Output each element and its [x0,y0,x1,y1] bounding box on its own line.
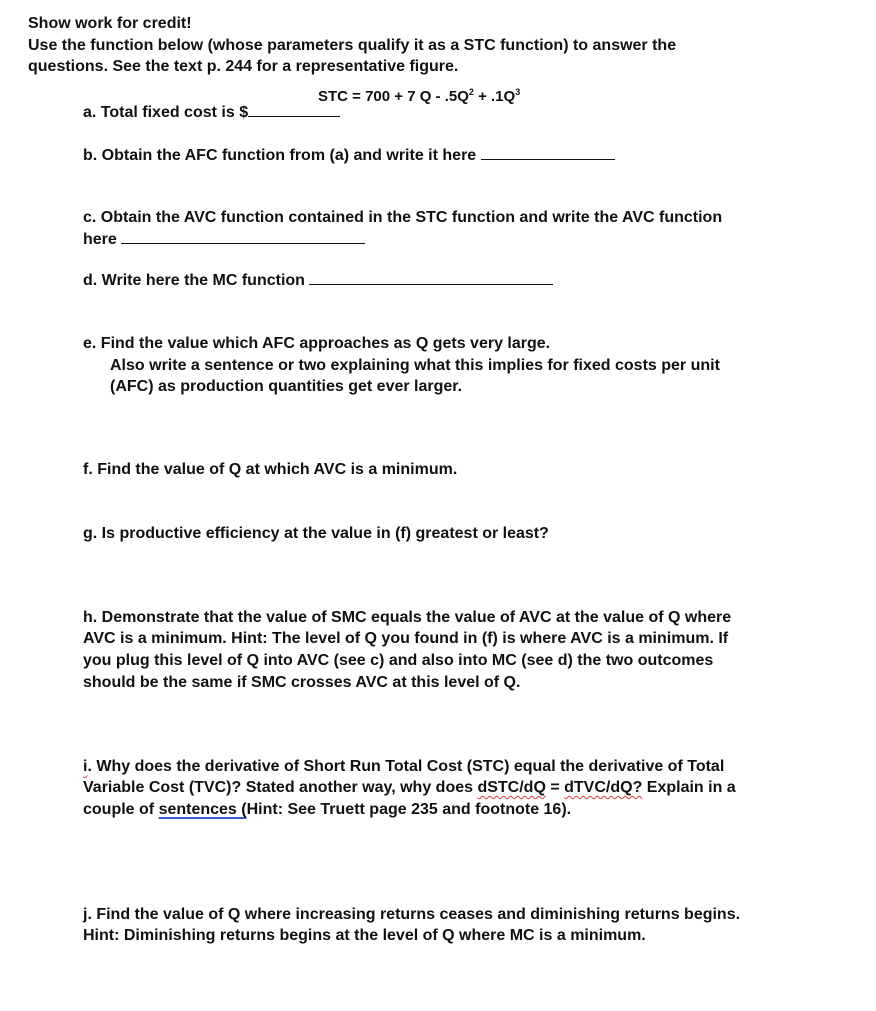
question-i-letter: i [83,758,88,775]
intro-line-1: Show work for credit! [28,15,192,32]
question-i-line-2-a: Variable Cost (TVC)? Stated another way, why does [83,779,478,796]
question-i-line-3 [83,800,571,820]
question-h-line-1: h. Demonstrate that the value of SMC equals the value of AVC at the value of Q where [83,609,732,626]
question-e-line-3: (AFC) as production quantities get ever larger. [110,378,463,395]
question-a-text: a. Total fixed cost is $ [83,104,249,121]
question-d-text: d. Write here the MC function [83,272,310,289]
question-d [83,270,553,291]
question-i-line-1-text: . Why does the derivative of Short Run Total Cost (STC) equal the derivative of Total [87,758,725,775]
question-b [83,145,615,166]
formula-exponent-3: 3 [515,87,521,97]
formula-eq: = 700 + 7 Q - .5Q [348,88,469,105]
answer-blank-b[interactable] [481,145,615,160]
answer-blank-a[interactable] [248,102,340,117]
question-h-line-2: AVC is a minimum. Hint: The level of Q you found in (f) is where AVC is a minimum. If [83,630,729,647]
question-f: f. Find the value of Q at which AVC is a minimum. [83,461,458,478]
dtvc-dq-term: dTVC/dQ? [564,779,643,796]
question-i-line-3-c: Hint: See Truett page 235 and footnote 16). [246,801,572,818]
formula-mid: + .1Q [473,88,516,105]
question-j-line-1: j. Find the value of Q where increasing returns ceases and diminishing returns begins. [83,906,741,923]
question-e-line-1: e. Find the value which AFC approaches as Q gets very large. [83,335,551,352]
answer-blank-d[interactable] [309,270,553,285]
question-h-line-4: should be the same if SMC crosses AVC at this level of Q. [83,674,521,691]
question-i-line-1 [83,757,724,777]
dstc-dq-term: dSTC/dQ [477,779,546,796]
answer-blank-c[interactable] [121,229,365,244]
question-j-line-2: Hint: Diminishing returns begins at the level of Q where MC is a minimum. [83,927,646,944]
formula-exponent-2: 2 [468,87,474,97]
question-h-line-3: you plug this level of Q into AVC (see c) and also into MC (see d) the two outcomes [83,652,714,669]
sentences-underlined: sentences ( [158,801,247,818]
question-i-line-3-a: couple of [83,801,159,818]
question-c-line-1: c. Obtain the AVC function contained in the STC function and write the AVC function [83,209,723,226]
intro-line-2: Use the function below (whose parameters qualify it as a STC function) to answer the [28,37,677,54]
intro-line-3: questions. See the text p. 244 for a representative figure. [28,58,459,75]
question-i-line-2 [83,778,736,798]
question-g: g. Is productive efficiency at the value in (f) greatest or least? [83,525,549,542]
question-c-line-2 [83,229,365,250]
question-i-line-2-e: Explain in a [642,779,736,796]
question-e-line-2: Also write a sentence or two explaining what this implies for fixed costs per unit [110,357,720,374]
formula-lhs: STC [318,88,348,105]
question-i-line-2-eq: = [545,779,565,796]
question-c-here: here [83,231,122,248]
question-a [83,102,340,123]
stc-formula [318,82,520,107]
question-b-text: b. Obtain the AFC function from (a) and write it here [83,147,481,164]
